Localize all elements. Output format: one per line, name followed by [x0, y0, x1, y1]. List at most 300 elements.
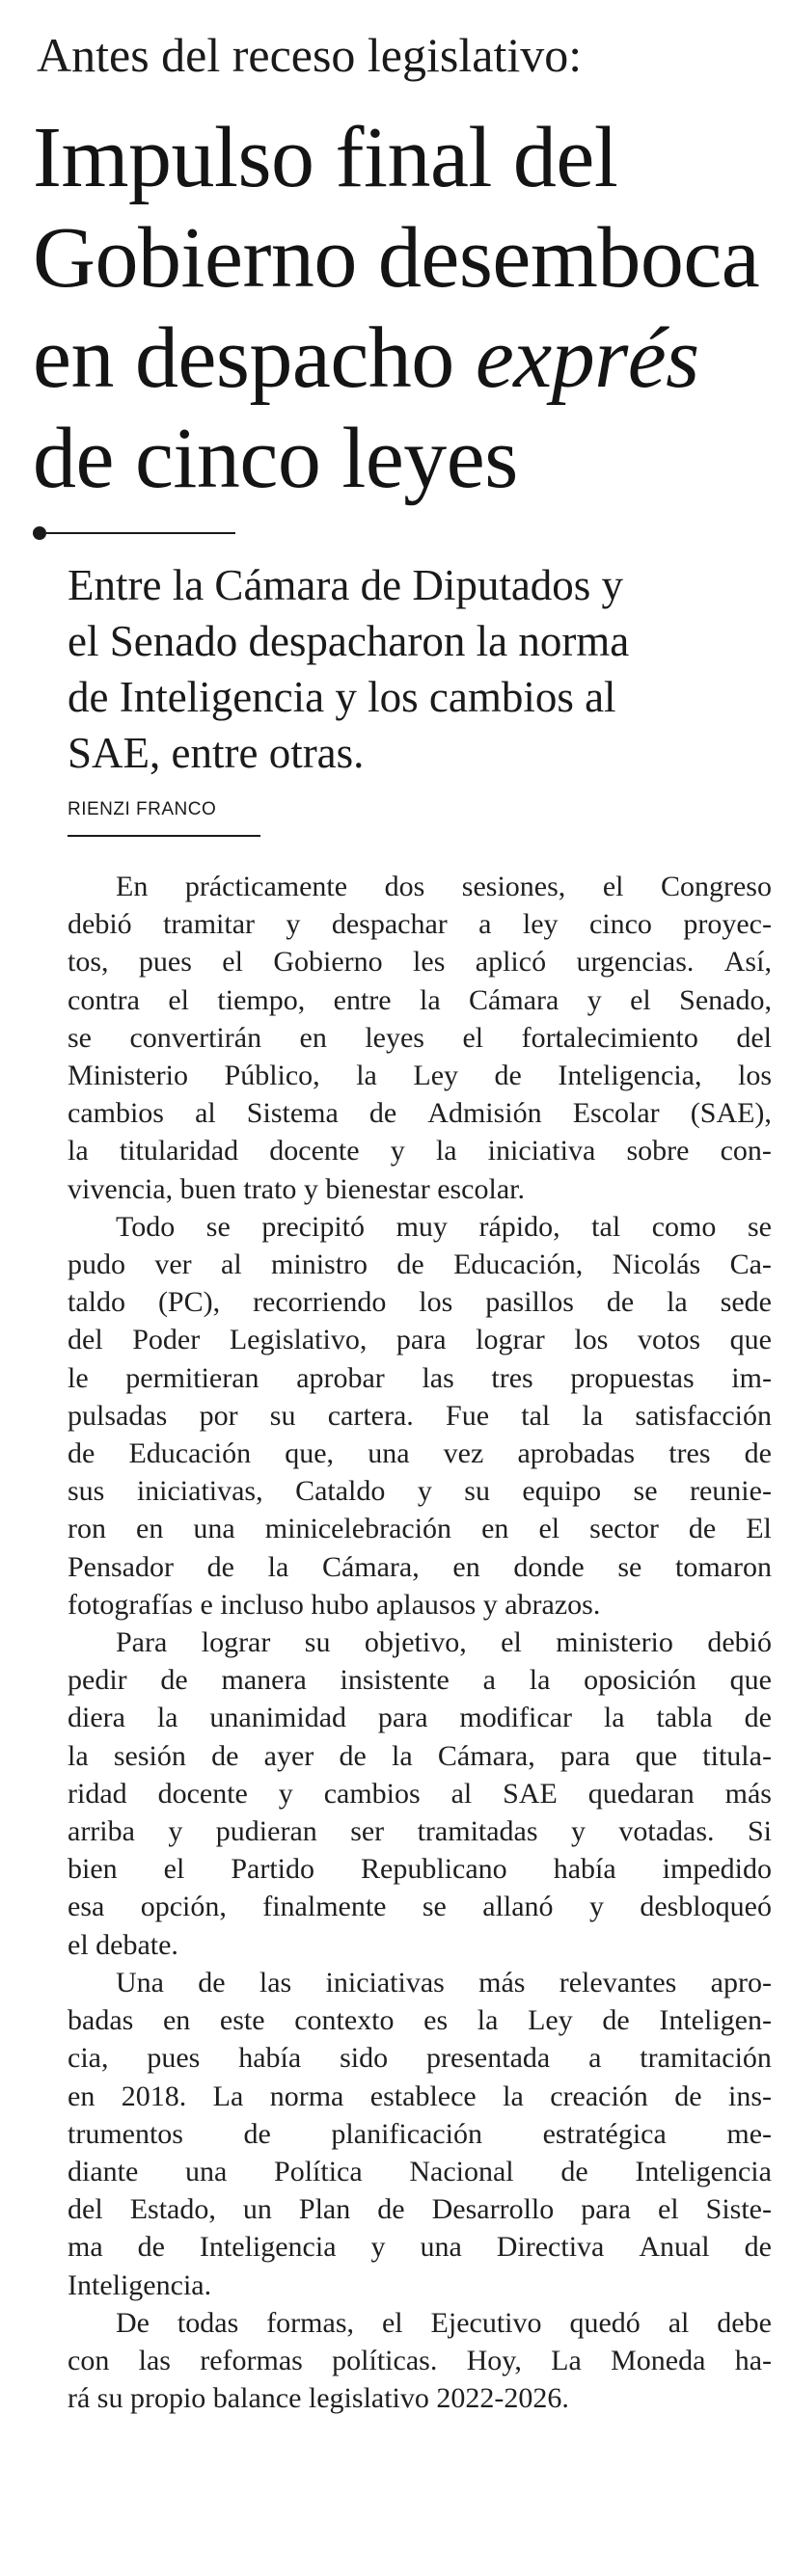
paragraph-line — [68, 1737, 772, 1775]
word: al — [221, 1248, 242, 1281]
word: vez — [443, 1437, 484, 1470]
word: del — [736, 1021, 772, 1054]
word: de — [243, 2117, 271, 2150]
word: sede — [720, 1286, 772, 1319]
word: les — [413, 946, 446, 979]
word: cartera. — [327, 1399, 414, 1432]
word: Ejecutivo — [430, 2306, 542, 2339]
word: Fue — [446, 1399, 490, 1432]
word: la — [503, 2080, 524, 2112]
word: los — [737, 1060, 772, 1092]
paragraph-line: fotografías e incluso hubo aplausos y abrazos. — [68, 1588, 601, 1621]
word: tabla — [656, 1702, 713, 1734]
word: SAE — [503, 1777, 558, 1810]
word: quedó — [569, 2306, 641, 2339]
article-paragraph — [68, 868, 772, 1208]
word: Nacional — [409, 2155, 514, 2187]
word: de — [211, 1739, 239, 1772]
word: tal — [521, 1399, 551, 1432]
word: Público, — [224, 1060, 320, 1092]
word: tramitadas — [417, 1815, 538, 1848]
word: tres — [491, 1361, 533, 1394]
paragraph-line — [68, 943, 772, 980]
word: me- — [726, 2117, 772, 2150]
paragraph-line — [68, 1775, 772, 1812]
word: Cámara, — [321, 1550, 420, 1583]
word: unanimidad — [209, 1702, 347, 1734]
word: allanó — [482, 1891, 554, 1923]
word: quedaran — [587, 1777, 695, 1810]
paragraph-line — [68, 1623, 772, 1661]
word: las — [422, 1361, 454, 1394]
paragraph-line — [68, 1132, 772, 1169]
word: Escolar — [572, 1097, 660, 1130]
word: sus — [68, 1475, 105, 1508]
word: De — [116, 2306, 150, 2339]
word: el — [538, 1513, 560, 1545]
word: y — [570, 1815, 586, 1848]
word: creación — [550, 2080, 648, 2112]
word: permitieran — [125, 1361, 259, 1394]
word: estratégica — [542, 2117, 667, 2150]
word: de — [674, 2080, 702, 2112]
word: (PC), — [157, 1286, 221, 1319]
word: satisfacción — [635, 1399, 772, 1432]
word: Ministerio — [68, 1060, 188, 1092]
word: Cataldo — [295, 1475, 386, 1508]
word: de — [377, 2193, 405, 2226]
word: ver — [154, 1248, 192, 1281]
deck-line: de Inteligencia y los cambios al — [68, 673, 616, 721]
divider-dot — [33, 526, 46, 540]
word: ridad — [68, 1777, 127, 1810]
paragraph-line — [68, 1661, 772, 1699]
paragraph-line: vivencia, buen trato y bienestar escolar. — [68, 1172, 525, 1205]
word: de — [606, 1286, 635, 1319]
word: Pensador — [68, 1550, 174, 1583]
word: es — [423, 2004, 449, 2037]
word: Partido — [231, 1853, 315, 1886]
word: a — [478, 908, 492, 941]
article-headline — [33, 108, 776, 509]
word: que — [635, 1739, 678, 1772]
word: le — [68, 1361, 89, 1394]
word: El — [746, 1513, 772, 1545]
paragraph-line — [68, 1548, 772, 1586]
word: su — [464, 1475, 490, 1508]
word: se — [747, 1210, 772, 1243]
word: taldo — [68, 1286, 125, 1319]
word: precipitó — [261, 1210, 365, 1243]
article-paragraph — [68, 2304, 772, 2418]
article-deck — [68, 557, 772, 781]
word: para — [581, 2193, 631, 2226]
word: una — [368, 1437, 410, 1470]
word: contra — [68, 983, 140, 1016]
word: Moneda — [611, 2344, 706, 2376]
word: en — [452, 1550, 480, 1583]
word: Educación, — [453, 1248, 584, 1281]
word: fortalecimiento — [521, 1021, 698, 1054]
word: su — [269, 1399, 296, 1432]
word: se — [422, 1891, 447, 1923]
word: lograr — [476, 1324, 545, 1356]
word: planificación — [331, 2117, 483, 2150]
word: el — [168, 983, 190, 1016]
word: cambios — [323, 1777, 421, 1810]
word: 2018. — [121, 2080, 187, 2112]
word: todas — [177, 2306, 239, 2339]
word: ser — [350, 1815, 385, 1848]
paragraph-line — [68, 2039, 772, 2077]
word: Estado, — [129, 2193, 216, 2226]
word: más — [724, 1777, 772, 1810]
word: en — [162, 2004, 191, 2037]
word: la — [356, 1060, 377, 1092]
word: badas — [68, 2004, 134, 2037]
word: cia, — [68, 2042, 109, 2075]
word: (SAE), — [690, 1097, 772, 1130]
paragraph-line — [68, 2228, 772, 2266]
word: para — [559, 1739, 611, 1772]
word: el — [501, 1626, 522, 1659]
word: ron — [68, 1513, 106, 1545]
paragraph-line — [68, 981, 772, 1019]
headline-line — [33, 309, 776, 409]
word: de — [68, 1437, 95, 1470]
word: presentada — [425, 2042, 551, 2075]
word: el — [222, 946, 243, 979]
word: sesiones, — [461, 871, 566, 902]
paragraph-line — [68, 2078, 772, 2115]
word: con- — [720, 1135, 772, 1167]
word: la — [435, 1135, 457, 1167]
word: En — [116, 871, 149, 902]
paragraph-line — [68, 1094, 772, 1132]
word: el — [462, 1021, 484, 1054]
word: la — [392, 1739, 413, 1772]
word: votos — [637, 1324, 700, 1356]
word: Nicolás — [612, 1248, 701, 1281]
word: iniciativas, — [136, 1475, 263, 1508]
word: de — [368, 1097, 397, 1130]
paragraph-line — [68, 2153, 772, 2190]
word: el — [602, 871, 624, 902]
word: y — [417, 1475, 432, 1508]
word: y — [390, 1135, 405, 1167]
word: Inteligen- — [659, 2004, 772, 2037]
word: entre — [333, 983, 392, 1016]
word: despachar — [331, 908, 448, 941]
word: para — [377, 1702, 428, 1734]
word: tres — [668, 1437, 711, 1470]
word: docente — [269, 1135, 360, 1167]
word: de — [198, 1966, 226, 1999]
word: sobre — [626, 1135, 690, 1167]
word: diera — [68, 1702, 125, 1734]
word: el — [163, 1853, 185, 1886]
word: la — [419, 983, 441, 1016]
word: de — [744, 1437, 772, 1470]
word: Cámara — [469, 983, 559, 1016]
word: relevantes — [559, 1966, 677, 1999]
paragraph-line — [68, 2304, 772, 2342]
word: a — [588, 2042, 602, 2075]
word: trumentos — [68, 2117, 183, 2150]
article-byline: RIENZI FRANCO — [68, 799, 217, 819]
word: y — [370, 2231, 386, 2264]
paragraph-line — [68, 1510, 772, 1547]
word: debió — [707, 1626, 772, 1659]
word: al — [195, 1097, 216, 1130]
word: la — [156, 1702, 178, 1734]
word: Desarrollo — [431, 2193, 555, 2226]
word: votadas. — [618, 1815, 715, 1848]
word: desbloqueó — [640, 1891, 772, 1923]
paragraph-line — [68, 1397, 772, 1435]
word: de — [396, 1248, 424, 1281]
deck-line: el Senado despacharon la norma — [68, 617, 630, 665]
word: dos — [384, 871, 425, 902]
word: en — [136, 1513, 164, 1545]
word: ayer — [263, 1739, 314, 1772]
word: Cámara, — [437, 1739, 535, 1772]
word: oposición — [584, 1664, 696, 1697]
word: prácticamente — [184, 871, 348, 902]
word: de — [560, 2155, 588, 2187]
word: formas, — [266, 2306, 354, 2339]
word: los — [419, 1286, 453, 1319]
word: al — [668, 2306, 690, 2339]
word: Educación — [128, 1437, 252, 1470]
word: muy — [396, 1210, 448, 1243]
word: se — [633, 1475, 658, 1508]
word: Siste- — [705, 2193, 772, 2226]
word: Legislativo, — [229, 1324, 368, 1356]
word: Poder — [132, 1324, 201, 1356]
word: un — [242, 2193, 272, 2226]
word: norma — [269, 2080, 344, 2112]
word: de — [688, 1513, 717, 1545]
word: Ley — [528, 2004, 573, 2037]
word: Congreso — [660, 871, 772, 902]
headline-line: Gobierno desemboca — [33, 210, 760, 306]
paragraph-line — [68, 2342, 772, 2379]
word: urgencias. — [576, 946, 695, 979]
word: Ley — [413, 1060, 459, 1092]
word: y — [588, 1891, 604, 1923]
article-paragraph — [68, 1623, 772, 1964]
word: pedir — [68, 1664, 127, 1697]
article-paragraph — [68, 1208, 772, 1623]
word: una — [420, 2231, 462, 2264]
word: apro- — [710, 1966, 772, 1999]
word: aprobadas — [517, 1437, 636, 1470]
word: cambios — [68, 1097, 164, 1130]
word: tos, — [68, 946, 109, 979]
word: cinco — [588, 908, 652, 941]
word: Para — [116, 1626, 168, 1659]
paragraph-line — [68, 1208, 772, 1246]
word: opción, — [140, 1891, 227, 1923]
word: tramitar — [163, 908, 256, 941]
article-paragraph — [68, 1964, 772, 2304]
word: tiempo, — [217, 983, 306, 1016]
word: arriba — [68, 1815, 135, 1848]
word: Anual — [639, 2231, 710, 2264]
word: iniciativa — [487, 1135, 596, 1167]
word: proyec- — [683, 908, 772, 941]
word: establece — [369, 2080, 477, 2112]
word: pudieran — [215, 1815, 317, 1848]
word: tramitación — [640, 2042, 772, 2075]
word: más — [478, 1966, 526, 1999]
word: convertirán — [129, 1021, 262, 1054]
word: titularidad — [119, 1135, 239, 1167]
word: pues — [147, 2042, 201, 2075]
word: aprobar — [296, 1361, 385, 1394]
word: por — [199, 1399, 238, 1432]
word: ha- — [734, 2344, 772, 2376]
word: pues — [138, 946, 192, 979]
word: Directiva — [496, 2231, 605, 2264]
word: docente — [157, 1777, 248, 1810]
paragraph-line: el debate. — [68, 1928, 178, 1961]
word: en — [299, 1021, 327, 1054]
word: leyes — [365, 1021, 424, 1054]
paragraph-line — [68, 1359, 772, 1397]
word: se — [617, 1550, 642, 1583]
word: aplicó — [475, 946, 547, 979]
paragraph-line — [68, 905, 772, 943]
word: de — [160, 1664, 188, 1697]
word: en — [68, 2080, 95, 2112]
paragraph-line — [68, 868, 772, 905]
headline-line-text: en despacho — [33, 310, 476, 406]
paragraph-line — [68, 1812, 772, 1850]
article-body — [68, 868, 772, 2417]
paragraph-line — [68, 2001, 772, 2039]
word: las — [259, 1966, 292, 1999]
word: del — [68, 2193, 103, 2226]
word: los — [574, 1324, 609, 1356]
word: para — [396, 1324, 447, 1356]
word: pasillos — [485, 1286, 574, 1319]
word: iniciativas — [325, 1966, 445, 1999]
word: una — [193, 1513, 235, 1545]
word: ma — [68, 2231, 103, 2264]
word: pulsadas — [68, 1399, 168, 1432]
headline-line: de cinco leyes — [33, 411, 518, 506]
paragraph-line — [68, 1888, 772, 1925]
paragraph-line — [68, 1246, 772, 1283]
word: Así, — [723, 946, 772, 979]
word: Todo — [116, 1210, 176, 1243]
word: contexto — [294, 2004, 395, 2037]
word: había — [553, 1853, 616, 1886]
byline-rule — [68, 835, 260, 837]
word: el — [630, 983, 651, 1016]
word: finalmente — [262, 1891, 387, 1923]
word: de — [339, 1739, 367, 1772]
word: bien — [68, 1853, 118, 1886]
word: manera — [221, 1664, 307, 1697]
word: modificar — [459, 1702, 573, 1734]
word: sesión — [113, 1739, 186, 1772]
word: se — [205, 1210, 231, 1243]
word: Ca- — [729, 1248, 772, 1281]
word: donde — [513, 1550, 585, 1583]
word: Republicano — [361, 1853, 507, 1886]
paragraph-line — [68, 1472, 772, 1510]
word: La — [212, 2080, 244, 2112]
paragraph-line — [68, 1321, 772, 1358]
word: objetivo, — [364, 1626, 467, 1659]
word: insistente — [340, 1664, 450, 1697]
word: a — [482, 1664, 496, 1697]
word: ministerio — [556, 1626, 673, 1659]
deck-line: Entre la Cámara de Diputados y — [68, 561, 624, 609]
word: equipo — [522, 1475, 602, 1508]
word: de — [744, 1702, 772, 1734]
word: reunie- — [689, 1475, 772, 1508]
word: había — [238, 2042, 302, 2075]
deck-line: SAE, entre otras. — [68, 729, 365, 777]
word: de — [744, 2231, 772, 2264]
word: debió — [68, 908, 132, 941]
word: la — [529, 1664, 551, 1697]
word: la — [267, 1550, 289, 1583]
word: im- — [731, 1361, 772, 1394]
word: Sistema — [246, 1097, 339, 1130]
word: que — [729, 1664, 772, 1697]
word: de — [602, 2004, 630, 2037]
paragraph-line — [68, 1964, 772, 2001]
word: Política — [274, 2155, 363, 2187]
word: ins- — [727, 2080, 772, 2112]
word: pudo — [68, 1248, 125, 1281]
word: el — [657, 2193, 679, 2226]
word: diante — [68, 2155, 139, 2187]
word: Hoy, — [466, 2344, 522, 2376]
headline-italic-word: exprés — [475, 310, 699, 406]
word: la — [477, 2004, 499, 2037]
word: que — [729, 1324, 772, 1356]
word: con — [68, 2344, 110, 2376]
word: de — [494, 1060, 522, 1092]
word: la — [582, 1399, 604, 1432]
word: el — [381, 2306, 403, 2339]
word: tomaron — [675, 1550, 772, 1583]
word: Inteligencia — [199, 2231, 337, 2264]
word: la — [68, 1739, 89, 1772]
word: de — [206, 1550, 234, 1583]
word: una — [185, 2155, 228, 2187]
word: sido — [340, 2042, 389, 2075]
article-kicker: Antes del receso legislativo: — [37, 28, 583, 82]
word: impedido — [662, 1853, 772, 1886]
word: que, — [285, 1437, 335, 1470]
paragraph-line — [68, 1283, 772, 1321]
word: reformas — [200, 2344, 303, 2376]
headline-line: Impulso final del — [33, 110, 618, 205]
paragraph-line — [68, 1057, 772, 1094]
word: rápido, — [478, 1210, 560, 1243]
paragraph-line — [68, 1850, 772, 1888]
word: esa — [68, 1891, 105, 1923]
word: de — [137, 2231, 165, 2264]
word: tal — [591, 1210, 621, 1243]
